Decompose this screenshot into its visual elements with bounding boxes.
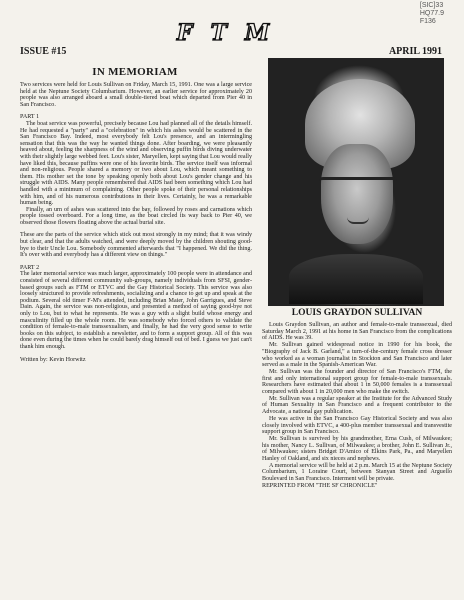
obituary-paragraph-1: Louis Graydon Sullivan, an author and female-to-male transsexual, died Saturday March 2, 1991 at his home in San Francisco from the complications of AIDS. He was 39. xyxy=(262,322,452,342)
obituary-paragraph-4: Mr. Sullivan was a regular speaker at the Institute for the Advanced Study of Human Sexuality in San Francisco and a frequent contributor to the Advocate, a national gay publication. xyxy=(262,395,452,416)
obituary-column xyxy=(262,322,452,490)
issue-number: ISSUE #15 xyxy=(20,46,67,57)
issue-date: APRIL 1991 xyxy=(388,46,442,57)
obituary-paragraph-6: Mr. Sullivan is survived by his grandmother, Erna Cush, of Milwaukee; his mother, Nancy L. Sullivan, of Milwaukee; a brother, John E. Sullivan Jr., of Milwaukee; sisters Bridget D'Amico of Elkins Park, Pa., and Maryellen Hanley of Oakland, and six nieces and nephews. xyxy=(262,435,452,463)
photo-caption: LOUIS GRAYDON SULLIVAN xyxy=(291,308,423,318)
obituary-paragraph-3: Mr. Sullivan was the founder and director of San Francisco's FTM, the first and only international support group for female-to-male transsexuals. Researchers have estimated that about 1 in 50,000 females is a transsexual compared with about 1 in 20,000 men who make the switch. xyxy=(262,368,452,396)
glasses-shape xyxy=(319,177,397,200)
part1-paragraph-3: These are the parts of the service which stick out most strongly in my mind; that it was windy but clear, and that the adults watched, and were deeply moved by the children shouting good-bye to their Uncle Lou. Somebody commented afterwards that "I happened. We did the thing. It's over with and everybody has a different view on things." xyxy=(20,232,252,259)
intro-paragraph: Two services were held for Louis Sullivan on Friday, March 15, 1991. One was a large service held at the Neptune Society Columbarium. However, an earlier service for approximately 20 people was also arranged aboard a small double-tiered boat which departed from Pier 40 in San Francisco. xyxy=(20,82,252,108)
obituary-paragraph-7: A memorial service will be held at 2 p.m. March 15 at the Neptune Society Columbarium, 1 Loraine Court, between Stanyan Street and Arguello Boulevard in San Francisco. Interment will be private. xyxy=(262,462,452,483)
byline: Written by: Kevin Horwitz xyxy=(20,356,86,363)
part1-paragraph-2: Finally, an urn of ashes was scattered into the bay, followed by roses and carnations which people tossed overboard. For a long time, as the boat circled its way back to Pier 40, we observed those flowers floating above the actual burial site. xyxy=(20,206,252,226)
memorial-article xyxy=(20,82,252,369)
call-note-1: [SIC]33 xyxy=(419,2,444,9)
reprint-credit: REPRINTED FROM "THE SF CHRONICLE" xyxy=(262,482,378,489)
call-note-2: HQ77.9 xyxy=(419,10,444,17)
part1-paragraph-1: The boat service was powerful, precisely because Lou had planned all of the details himself. He had requested a "party" and a "celebration" in which his ashes would be scattered in the San Francisco Bay. Indeed, most everybody felt Lou's presence, and an intermingling sensation that this was the way he wanted things done. After boarding, we were pleasantly heaved about, feeling the sharpness of the wind and observing puffin birds diving underwater with their slightly large webbed feet. Lou's sister, Maryellen, kept saying that Lou would really have liked this, because puffins were one of his favorite birds. The service itself was informal and non-religious. People shared a memory or two about Lou, which meant something to them. His mother set the tone by speaking openly both about Lou's gender change and his struggle with AIDS. Many people remembered that AIDS had been something which Lou had handled with a minimum of complaining. Other people spoke of their personal relationships with him, and of his numerous contributions in their lives. Certainly, he was a remarkable human being. xyxy=(20,120,252,207)
article-title: IN MEMORIAM xyxy=(92,66,178,78)
call-note-3: F136 xyxy=(419,18,436,25)
obituary-paragraph-5: He was active in the San Francisco Gay Historical Society and was also closely involved with ETVC, a 400-plus member transsexual and transvestite support group in San Francisco. xyxy=(262,415,452,436)
part1-heading: PART 1 xyxy=(20,114,40,121)
part2-paragraph-1: The later memorial service was much larger, approximately 100 people were in attendance and consisted of several different community sub-groups, namely individuals from SFSI, gender-based groups such as FTM or ETVC and the Gay Historical Society. This service was also loosely structured to provide refreshments, socializing and a chance to get up and speak at the podium. Several old timer F-M's attended, including Brian Maier, John Garrigues, and Steve Dain. Again, the service was non-religious, and presented a method of saying good-bye not only to Lou, but to what he represents. He was a guy with a slight build whose energy and masculinity filled up the whole room. He was somebody who forced others to validate the condition of female-to-male transsexualism, and finally, he had the very good sense to write books on this subject, to establish a newsletter, and to form a support group. All of this was done even during the times when he could barely drag himself out of bed. I guess we just can't thank him enough. xyxy=(20,271,252,350)
portrait-photo xyxy=(268,58,444,306)
part2-heading: PART 2 xyxy=(20,264,40,271)
obituary-paragraph-2: Mr. Sullivan gained widespread notice in 1990 for his book, the "Biography of Jack B. Garland," a turn-of-the-century female cross dresser who worked as a woman journalist in Stockton and San Francisco and later served as a male in the Spanish-American War. xyxy=(262,342,452,369)
masthead: FTM xyxy=(176,20,288,46)
